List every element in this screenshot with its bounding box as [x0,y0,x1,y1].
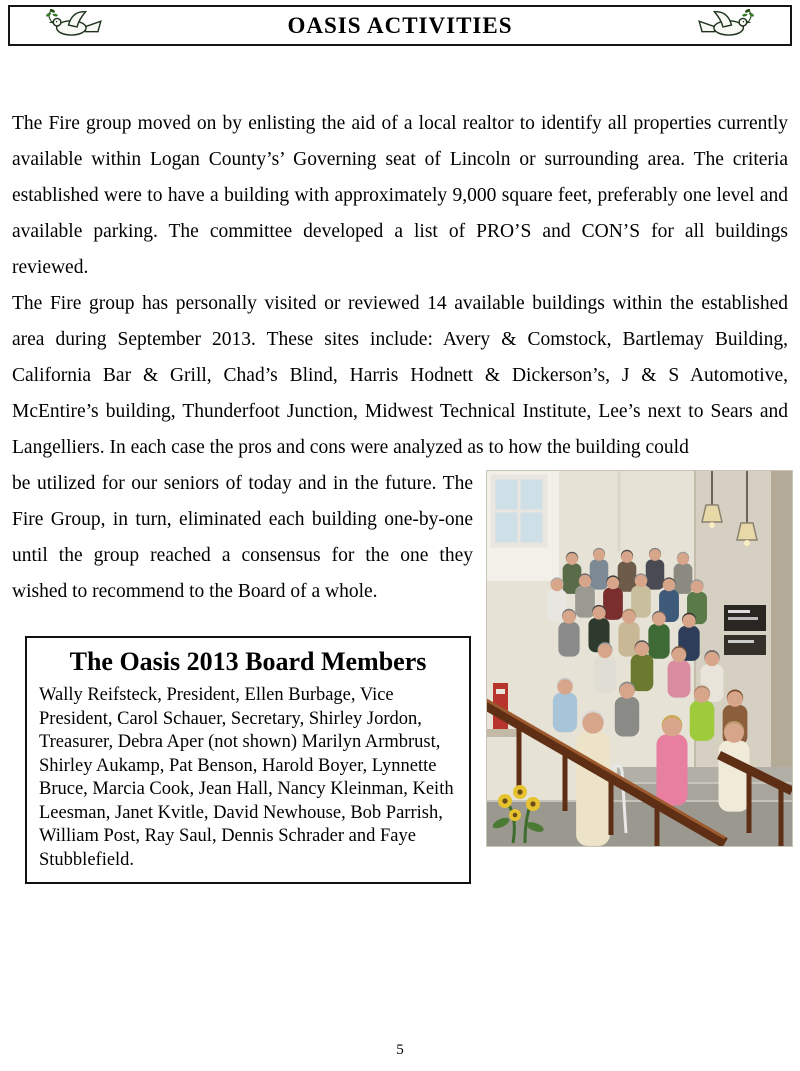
board-members-box [25,636,471,884]
article [12,106,788,884]
paragraph-fire-group-visits [12,286,788,466]
board-members-list: Wally Reifsteck, President, Ellen Burbage, Vice President, Carol Schauer, Secretary, Shirley Jordon, Treasurer, Debra Aper (not shown) Marilyn Armbrust, Shirley Aukamp, Pat Benson, Harold Boyer, Lynnette Bruce, Marcia Cook, Jean Hall, Nancy Kleinman, Keith Leesman, Janet Kvitle, David Newhouse, Bob Parrish, William Post, Ray Saul, Dennis Schrader and Faye Stubblefield. [39,684,457,872]
paragraph-text-before-photo: The Fire group has personally visited or reviewed 14 available buildings within the established area during September 2013. These sites include: Avery & Comstock, Bartlemay Building, California Bar & Grill, Chad’s Blind, Harris Hodnett & Dickerson’s, J & S Automotive, McEntire’s building, Thunderfoot Junction, Midwest Technical Institute, Lee’s next to Sears and Langelliers. In each case the pros and cons were analyzed as to how the building could [12,293,788,458]
group-photo [487,471,792,846]
page-header [8,5,792,46]
dove-icon-right [686,7,758,45]
group-photo-illustration [487,471,792,846]
page-footer [0,1042,800,1059]
paragraph-fire-group-realtor: The Fire group moved on by enlisting the aid of a local realtor to identify all properties currently available within Logan County’s’ Governing seat of Lincoln or surrounding area. The criteria established were to have a building with approximately 9,000 square feet, preferably one level and available parking. The committee developed a list of PRO’S and CON’S for all buildings reviewed. [12,106,788,286]
board-box-title: The Oasis 2013 Board Members [39,644,457,680]
page-number: 5 [396,1042,404,1058]
paragraph-text-beside-photo: be utilized for our seniors of today and in the future. The Fire Group, in turn, eliminated each building one-by-one until the group reached a consensus for the one they wished to recommend to the Board of a whole. [12,473,473,602]
dove-icon-left [42,7,114,45]
page-title: OASIS ACTIVITIES [287,13,512,39]
